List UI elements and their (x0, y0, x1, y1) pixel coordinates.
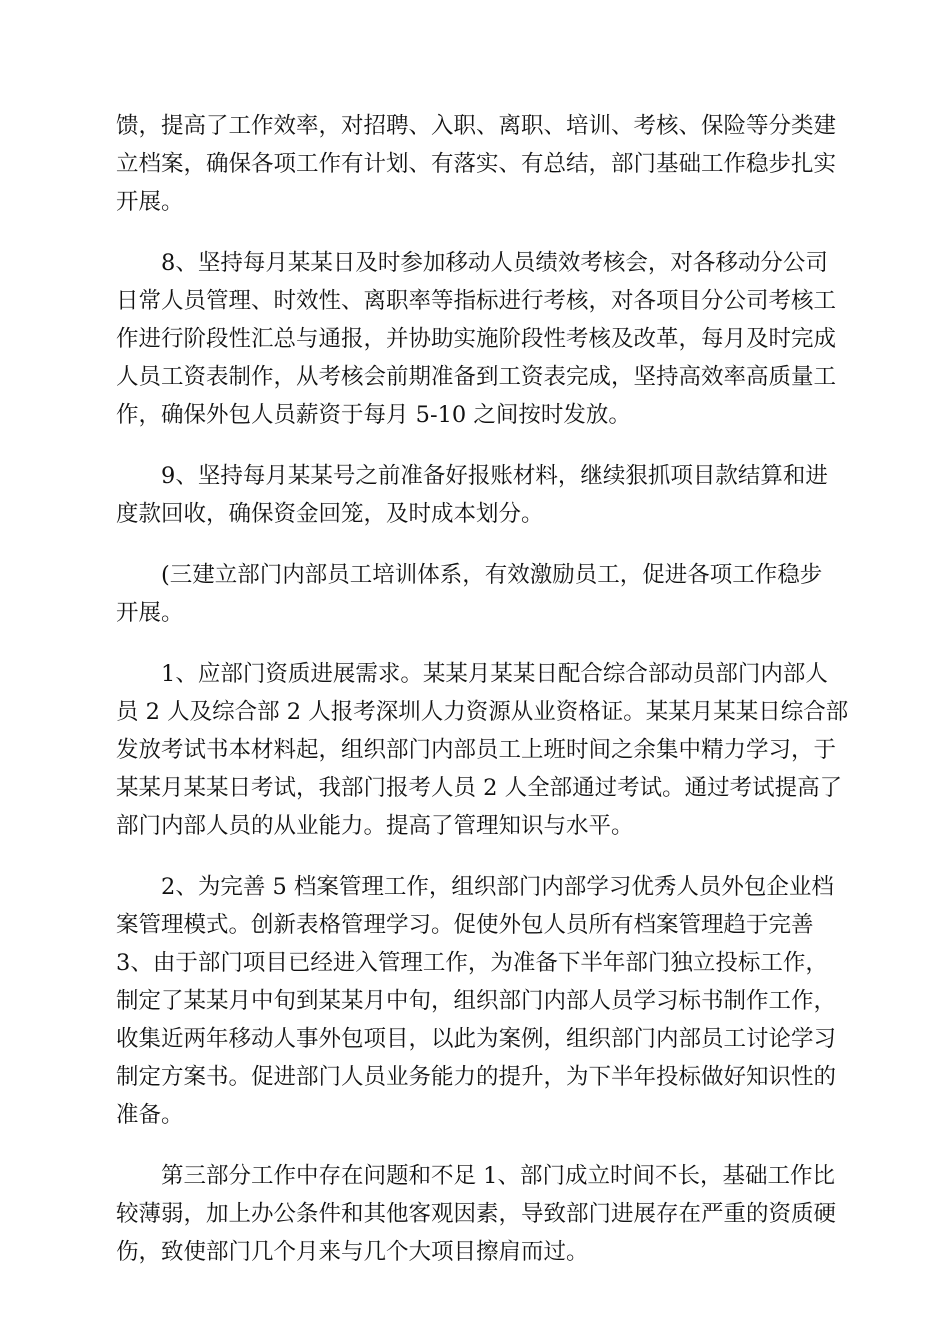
text-line: 立档案，确保各项工作有计划、有落实、有总结，部门基础工作稳步扎实 (116, 151, 837, 177)
paragraph-training-item-2-3 (116, 868, 836, 1134)
paragraph-spacer (116, 221, 836, 244)
paragraph-part-three-problems (116, 1157, 836, 1271)
text-line: 第三部分工作中存在问题和不足 1、部门成立时间不长，基础工作比 (161, 1163, 835, 1189)
paragraph-spacer (116, 434, 836, 457)
paragraph-spacer (116, 632, 836, 655)
text-line: 制定方案书。促进部门人员业务能力的提升，为下半年投标做好知识性的 (116, 1064, 837, 1090)
text-line: 部门内部人员的从业能力。提高了管理知识与水平。 (116, 813, 634, 839)
paragraph-spacer (116, 533, 836, 556)
text-line: 8、坚持每月某某日及时参加移动人员绩效考核会，对各移动分公司 (161, 250, 828, 276)
text-line: 某某月某某日考试，我部门报考人员 2 人全部通过考试。通过考试提高了 (116, 775, 843, 801)
text-line: 9、坚持每月某某号之前准备好报账材料，继续狠抓项目款结算和进 (161, 463, 828, 489)
text-line: 2、为完善 5 档案管理工作，组织部门内部学习优秀人员外包企业档 (161, 874, 834, 900)
text-line: 3、由于部门项目已经进入管理工作，为准备下半年部门独立投标工作， (116, 950, 828, 976)
paragraph-section-three-heading (116, 556, 836, 632)
text-line: 收集近两年移动人事外包项目，以此为案例，组织部门内部员工讨论学习 (116, 1026, 837, 1052)
text-line: 较薄弱，加上办公条件和其他客观因素，导致部门进展存在严重的资质硬 (116, 1201, 837, 1227)
paragraph-spacer (116, 845, 836, 868)
text-line: 日常人员管理、时效性、离职率等指标进行考核，对各项目分公司考核工 (116, 288, 837, 314)
text-line: 开展。 (116, 600, 184, 626)
text-line: 发放考试书本材料起，组织部门内部员工上班时间之余集中精力学习，于 (116, 737, 837, 763)
text-line: 伤，致使部门几个月来与几个大项目擦肩而过。 (116, 1239, 589, 1265)
text-line: 准备。 (116, 1102, 184, 1128)
paragraph-item-8 (116, 244, 836, 434)
paragraph-spacer (116, 1134, 836, 1157)
document-body (116, 107, 849, 1271)
paragraph-archive-continuation (116, 107, 836, 221)
text-line: 案管理模式。创新表格管理学习。促使外包人员所有档案管理趋于完善 (116, 912, 814, 938)
text-line: 1、应部门资质进展需求。某某月某某日配合综合部动员部门内部人 (161, 661, 828, 687)
text-line: 开展。 (116, 189, 184, 215)
text-line: 馈，提高了工作效率，对招聘、入职、离职、培训、考核、保险等分类建 (116, 113, 837, 139)
text-line: 制定了某某月中旬到某某月中旬，组织部门内部人员学习标书制作工作， (116, 988, 837, 1014)
text-line: 作，确保外包人员薪资于每月 5-10 之间按时发放。 (116, 402, 631, 428)
paragraph-training-item-1 (116, 655, 849, 845)
text-line: 度款回收，确保资金回笼，及时成本划分。 (116, 501, 544, 527)
text-line: (三建立部门内部员工培训体系，有效激励员工，促进各项工作稳步 (161, 562, 823, 588)
text-line: 员 2 人及综合部 2 人报考深圳人力资源从业资格证。某某月某某日综合部 (116, 699, 849, 725)
text-line: 作进行阶段性汇总与通报，并协助实施阶段性考核及改革，每月及时完成 (116, 326, 837, 352)
text-line: 人员工资表制作，从考核会前期准备到工资表完成，坚持高效率高质量工 (116, 364, 837, 390)
paragraph-item-9 (116, 457, 836, 533)
